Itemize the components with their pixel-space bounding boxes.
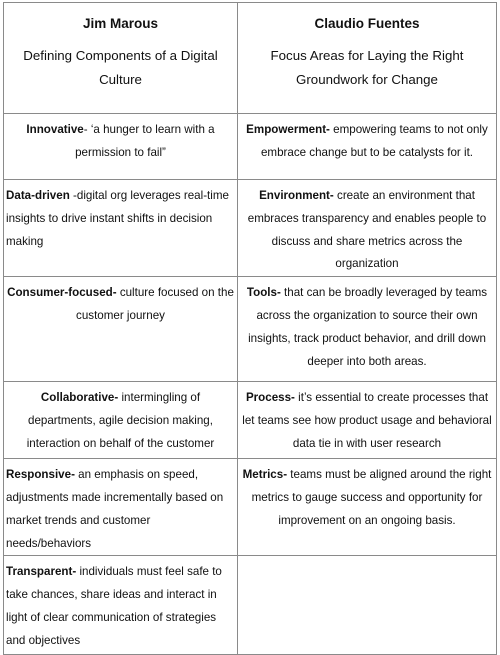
left-column-subtitle: Defining Components of a Digital Culture [23, 48, 218, 87]
right-term: Process- [245, 391, 295, 405]
left-cell [4, 556, 238, 655]
header-right-cell [238, 3, 497, 114]
right-cell [238, 114, 497, 180]
right-cell [238, 277, 497, 382]
left-description: intermingling of departments, agile decision making, interaction on behalf of the customer [26, 391, 215, 450]
right-description: it’s essential to create processes that let teams see how product usage and behavioral data tie in with user research [242, 391, 492, 450]
table-row [4, 114, 497, 180]
left-cell [4, 180, 238, 277]
table-row [4, 382, 497, 459]
right-cell [238, 459, 497, 556]
right-description: empowering teams to not only embrace change but to be catalysts for it. [260, 123, 488, 159]
right-term: Empowerment- [246, 123, 330, 136]
table-row [4, 556, 497, 655]
left-description: -digital org leverages real-time insights to drive instant shifts in decision making [6, 189, 229, 248]
left-description: culture focused on the customer journey [76, 286, 234, 322]
left-cell [4, 382, 238, 459]
comparison-table [3, 2, 497, 655]
table-row [4, 277, 497, 382]
right-term: Tools- [246, 286, 281, 300]
right-column-subtitle: Focus Areas for Laying the Right Groundwork for Change [270, 48, 464, 87]
table-row [4, 180, 497, 277]
right-cell [238, 382, 497, 459]
left-term: Consumer-focused- [7, 286, 117, 300]
right-description: teams must be aligned around the right metrics to gauge success and opportunity for improvement on an ongoing basis. [251, 468, 492, 527]
left-cell [4, 277, 238, 382]
header-left-cell [4, 3, 238, 114]
table-row [4, 459, 497, 556]
left-cell [4, 459, 238, 556]
left-description: individuals must feel safe to take chances, share ideas and interact in light of clear communication of strategies and objectives [6, 565, 222, 647]
right-description: create an environment that embraces transparency and enables people to discuss and share metrics across the organization [247, 189, 487, 271]
left-term: Data-driven [6, 189, 70, 202]
left-term: Responsive- [6, 468, 75, 482]
right-cell [238, 180, 497, 277]
left-description: - ‘a hunger to learn with a permission to fail” [75, 123, 215, 159]
header-row [4, 3, 497, 114]
left-term: Collaborative- [40, 391, 119, 405]
right-description: that can be broadly leveraged by teams across the organization to source their own insights, track product behavior, and drill down deeper into both areas. [248, 286, 488, 368]
left-description: an emphasis on speed, adjustments made incrementally based on market trends and customer needs/behaviors [6, 468, 224, 550]
right-term: Environment- [259, 189, 334, 202]
left-term: Transparent- [6, 565, 77, 579]
right-author-name: Claudio Fuentes [314, 16, 420, 31]
left-author-name: Jim Marous [82, 16, 159, 31]
left-term: Innovative [26, 123, 84, 136]
left-cell [4, 114, 238, 180]
right-cell-empty [238, 556, 497, 655]
right-term: Metrics- [242, 468, 288, 482]
